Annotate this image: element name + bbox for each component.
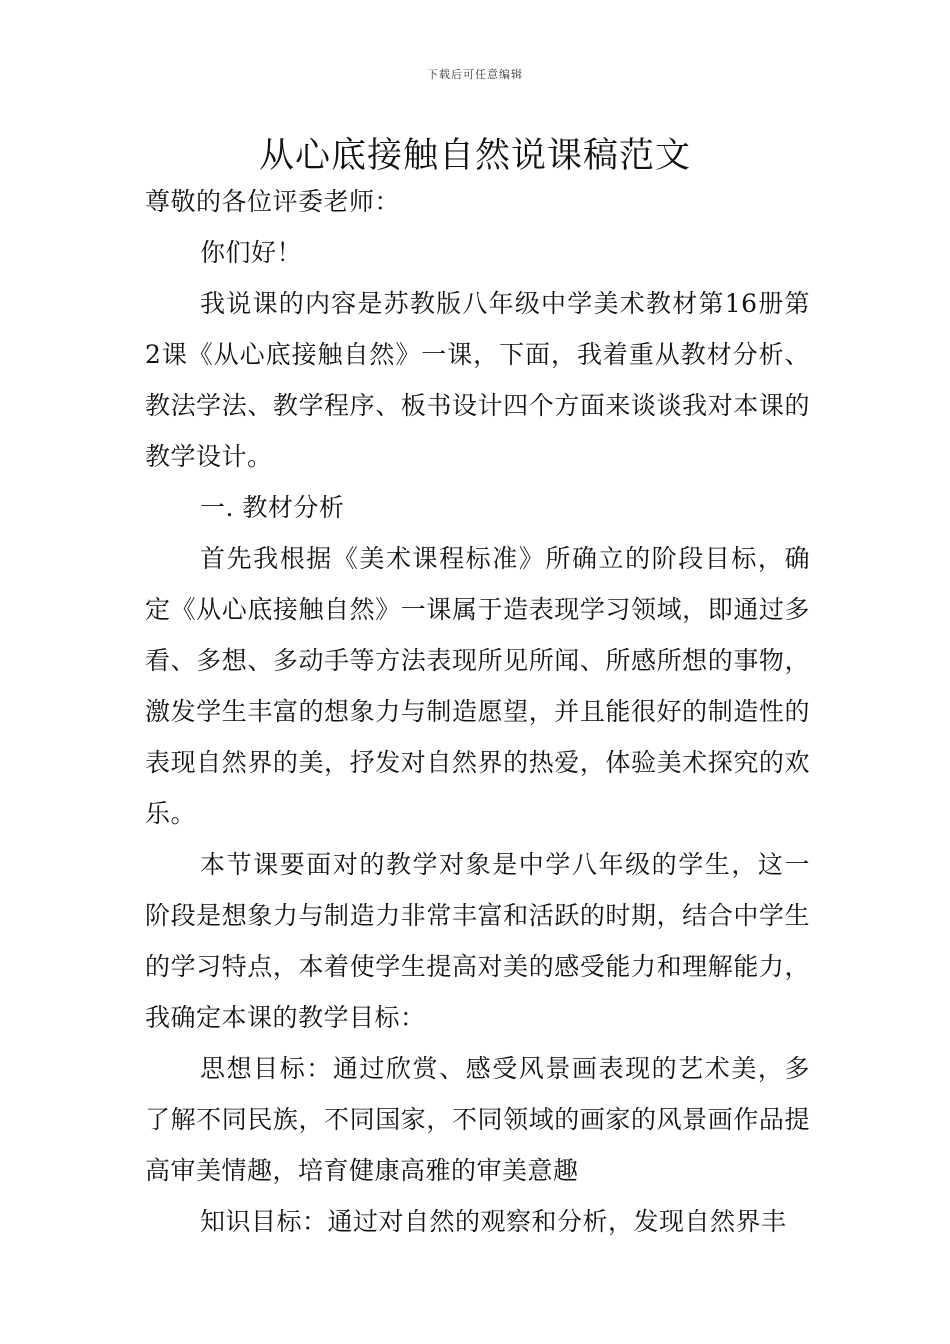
salutation: 尊敬的各位评委老师： bbox=[145, 187, 401, 216]
document-title: 从心底接触自然说课稿范文 bbox=[258, 136, 691, 176]
document-body bbox=[145, 176, 810, 1247]
header-note: 下载后可任意编辑 bbox=[427, 68, 523, 81]
section-heading-textbook-analysis: 一. 教材分析 bbox=[200, 493, 345, 522]
thought-goal-paragraph: 思想目标：通过欣赏、感受风景画表现的艺术美，多了解不同民族，不同国家，不同领域的画家的风景画作品提高审美情趣，培育健康高雅的审美意趣 bbox=[145, 1054, 810, 1185]
analysis-paragraph: 首先我根据《美术课程标准》所确立的阶段目标，确定《从心底接触自然》一课属于造表现学习领域，即通过多看、多想、多动手等方法表现所见所闻、所感所想的事物，激发学生丰富的想象力与制造愿望，并且能很好的制造性的表现自然界的美，抒发对自然界的热爱，体验美术探究的欢乐。 bbox=[145, 544, 810, 828]
greeting: 你们好！ bbox=[200, 238, 303, 267]
intro-paragraph: 我说课的内容是苏教版八年级中学美术教材第16册第2课《从心底接触自然》一课，下面，我着重从教材分析、教法学法、教学程序、板书设计四个方面来谈谈我对本课的教学设计。 bbox=[145, 289, 810, 471]
students-paragraph: 本节课要面对的教学对象是中学八年级的学生，这一阶段是想象力与制造力非常丰富和活跃的时期，结合中学生的学习特点，本着使学生提高对美的感受能力和理解能力，我确定本课的教学目标： bbox=[145, 850, 810, 1032]
knowledge-goal-paragraph: 知识目标：通过对自然的观察和分析，发现自然界丰 bbox=[200, 1207, 787, 1236]
